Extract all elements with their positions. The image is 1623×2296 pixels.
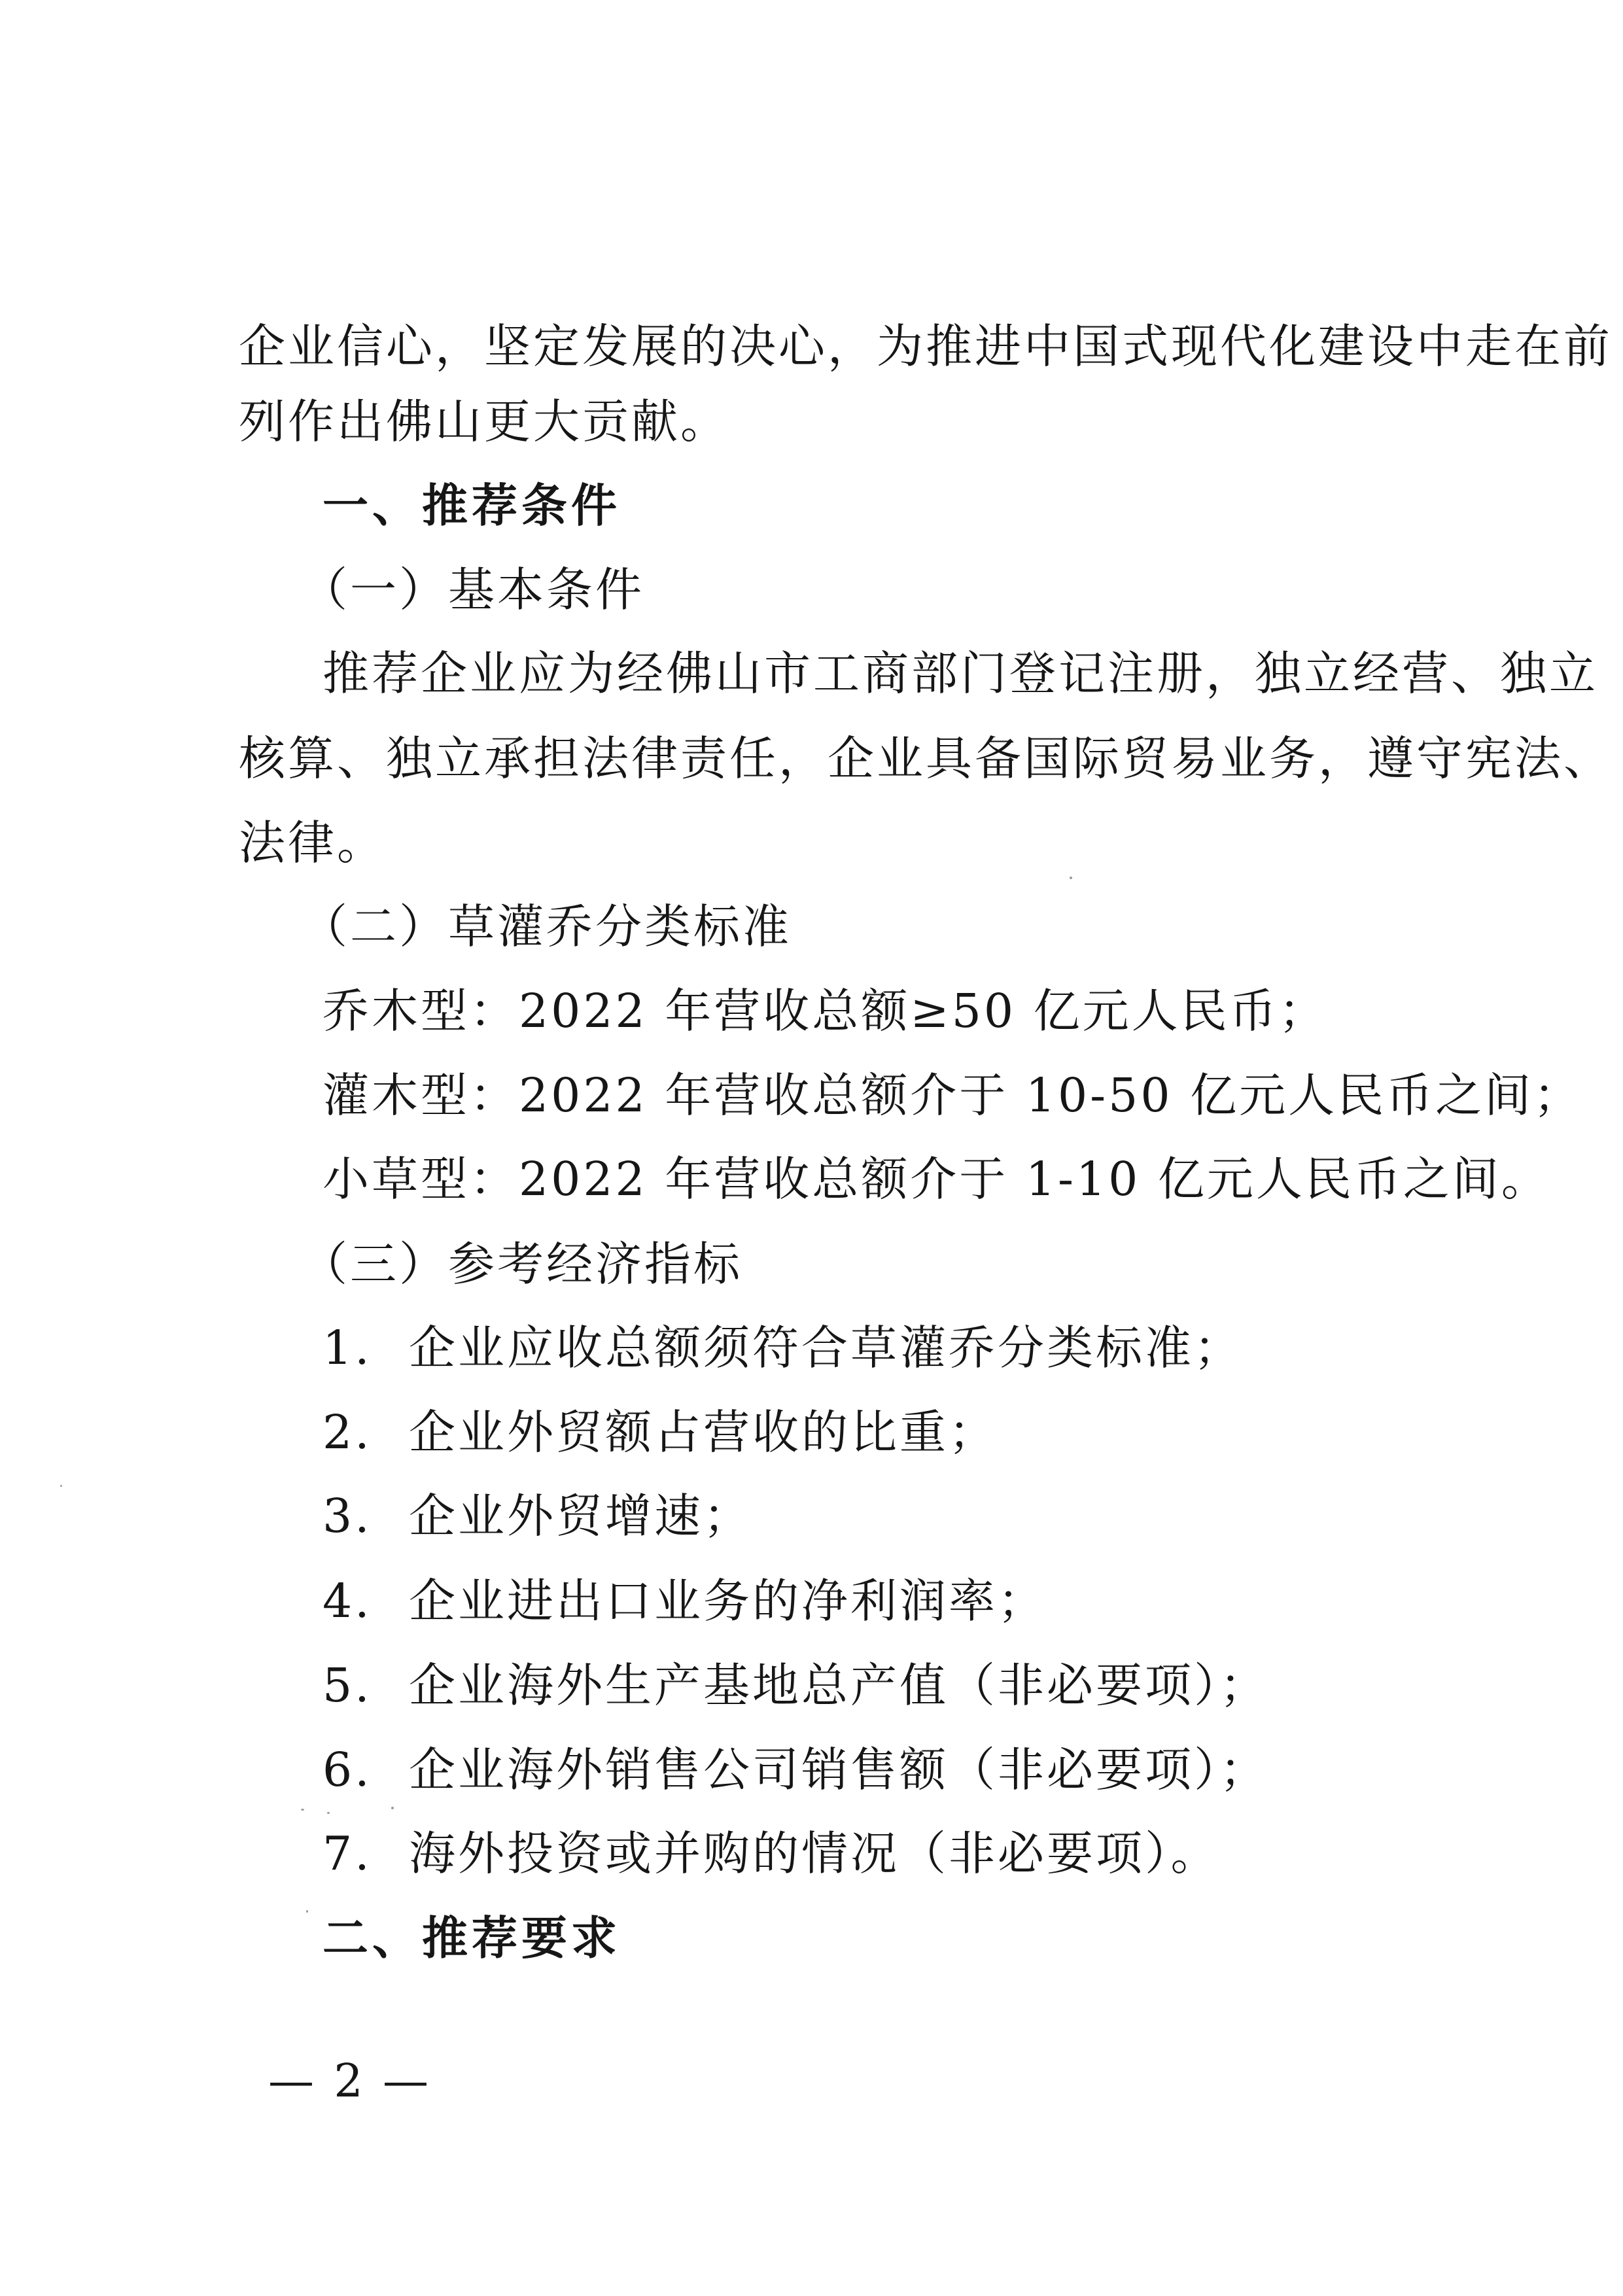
indicator-item [323,1656,1269,1715]
indicator-number: 2. [323,1405,372,1459]
paragraph-line: 法律。 [239,816,387,870]
indicator-number: 7. [323,1826,372,1881]
scan-speck [306,1910,308,1913]
scan-speck [301,1809,304,1811]
indicator-text: 企业外贸额占营收的比重； [409,1405,998,1459]
paragraph-line: 列作出佛山更大贡献。 [239,394,730,449]
indicator-text: 海外投资或并购的情况（非必要项）。 [409,1826,1220,1881]
paragraph-line: 企业信心，坚定发展的决心，为推进中国式现代化建设中走在前 [239,319,1613,374]
scan-speck [1070,877,1072,879]
section-heading: 二、推荐要求 [323,1911,621,1965]
subsection-heading: （三）参考经济指标 [301,1237,743,1291]
indicator-text: 企业海外销售公司销售额（非必要项）； [409,1743,1269,1797]
paragraph-line: 推荐企业应为经佛山市工商部门登记注册，独立经营、独立 [323,646,1599,701]
indicator-number: 4. [323,1574,372,1628]
indicator-text: 企业海外生产基地总产值（非必要项）； [409,1658,1269,1713]
page-number: — 2 — [268,2054,432,2108]
indicator-number: 6. [323,1743,372,1797]
scan-speck [60,1485,62,1487]
classification-item: 小草型：2022 年营收总额介于 1-10 亿元人民币之间。 [323,1152,1550,1206]
indicator-number: 3. [323,1489,372,1543]
section-heading: 一、推荐条件 [323,479,621,532]
subsection-heading: （一）基本条件 [301,563,645,617]
indicator-item [323,1487,752,1546]
classification-item: 乔木型：2022 年营收总额≥50 亿元人民币； [323,984,1328,1038]
indicator-text: 企业应收总额须符合草灌乔分类标准； [409,1321,1244,1375]
indicator-item [323,1824,1220,1883]
scan-speck [391,1807,394,1809]
indicator-number: 1. [323,1321,372,1375]
indicator-number: 5. [323,1658,372,1713]
indicator-item [323,1403,998,1462]
scan-speck [327,1812,330,1814]
indicator-text: 企业进出口业务的净利润率； [409,1574,1047,1628]
indicator-text: 企业外贸增速； [409,1489,753,1543]
paragraph-line: 核算、独立承担法律责任，企业具备国际贸易业务，遵守宪法、 [239,731,1613,786]
indicator-item [323,1319,1243,1378]
subsection-heading: （二）草灌乔分类标准 [301,899,792,954]
indicator-item [323,1741,1269,1800]
indicator-item [323,1572,1047,1631]
classification-item: 灌木型：2022 年营收总额介于 10-50 亿元人民币之间； [323,1068,1583,1122]
